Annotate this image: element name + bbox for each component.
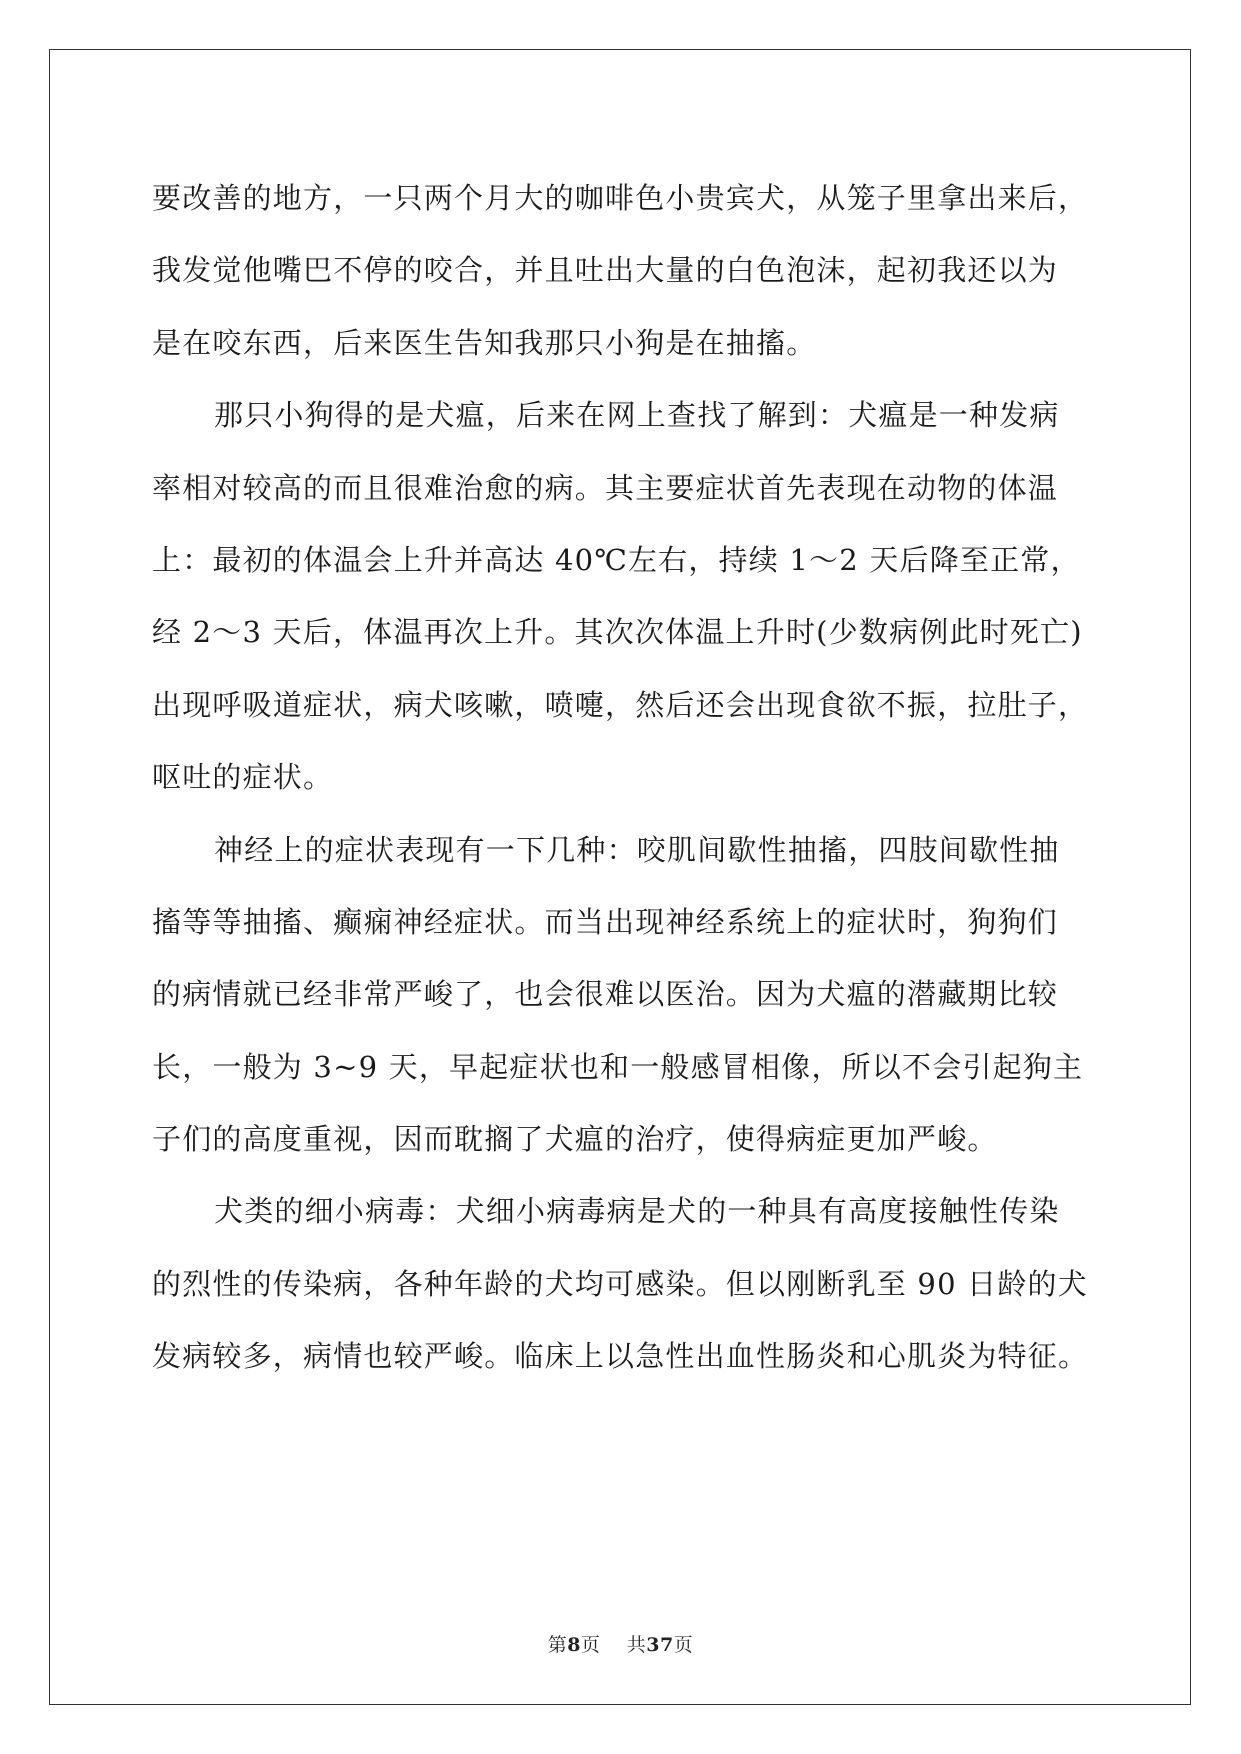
text-line: 出现呼吸道症状，病犬咳嗽，喷嚏，然后还会出现食欲不振，拉肚子， xyxy=(152,687,1089,722)
text-line: 搐等等抽搐、癫痫神经症状。而当出现神经系统上的症状时，狗狗们 xyxy=(152,904,1059,939)
text-line: 发病较多，病情也较严峻。临床上以急性出血性肠炎和心肌炎为特征。 xyxy=(152,1339,1089,1374)
page-number: 8 xyxy=(567,1634,582,1656)
text-line: 的烈性的传染病，各种年龄的犬均可感染。但以刚断乳至 90 日龄的犬 xyxy=(152,1266,1088,1301)
text-line: 经 2～3 天后，体温再次上升。其次次体温上升时(少数病例此时死亡) xyxy=(152,615,1083,650)
page-prefix: 第 xyxy=(547,1634,568,1656)
text-line: 我发觉他嘴巴不停的咬合，并且吐出大量的白色泡沫，起初我还以为 xyxy=(152,253,1059,288)
text-line: 子们的高度重视，因而耽搁了犬瘟的治疗，使得病症更加严峻。 xyxy=(152,1122,998,1157)
paragraph-4 xyxy=(152,1175,1092,1392)
page-footer xyxy=(0,1630,1241,1657)
total-prefix: 共 xyxy=(626,1634,647,1656)
total-suffix: 页 xyxy=(673,1634,694,1656)
text-line: 呕吐的症状。 xyxy=(152,760,334,795)
text-line: 要改善的地方，一只两个月大的咖啡色小贵宾犬，从笼子里拿出来后， xyxy=(152,181,1089,215)
total-pages: 37 xyxy=(646,1634,674,1656)
text-line: 是在咬东西，后来医生告知我那只小狗是在抽搐。 xyxy=(152,325,817,360)
paragraph-3 xyxy=(152,814,1092,1176)
text-line: 上：最初的体温会上升并高达 40℃左右，持续 1～2 天后降至正常， xyxy=(152,542,1081,577)
text-line-indented: 犬类的细小病毒：犬细小病毒病是犬的一种具有高度接触性传染 xyxy=(214,1194,1060,1229)
text-line: 率相对较高的而且很难治愈的病。其主要症状首先表现在动物的体温 xyxy=(152,470,1059,505)
document-body xyxy=(152,162,1092,1393)
page-suffix: 页 xyxy=(581,1634,601,1656)
text-line-indented: 那只小狗得的是犬瘟，后来在网上查找了解到：犬瘟是一种发病 xyxy=(214,398,1060,433)
text-line-indented: 神经上的症状表现有一下几种：咬肌间歇性抽搐，四肢间歇性抽 xyxy=(214,832,1060,867)
text-line: 的病情就已经非常严峻了，也会很难以医治。因为犬瘟的潜藏期比较 xyxy=(152,977,1059,1012)
paragraph-2 xyxy=(152,379,1092,813)
text-line: 长，一般为 3~9 天，早起症状也和一般感冒相像，所以不会引起狗主 xyxy=(152,1049,1084,1084)
paragraph-1 xyxy=(152,162,1092,379)
